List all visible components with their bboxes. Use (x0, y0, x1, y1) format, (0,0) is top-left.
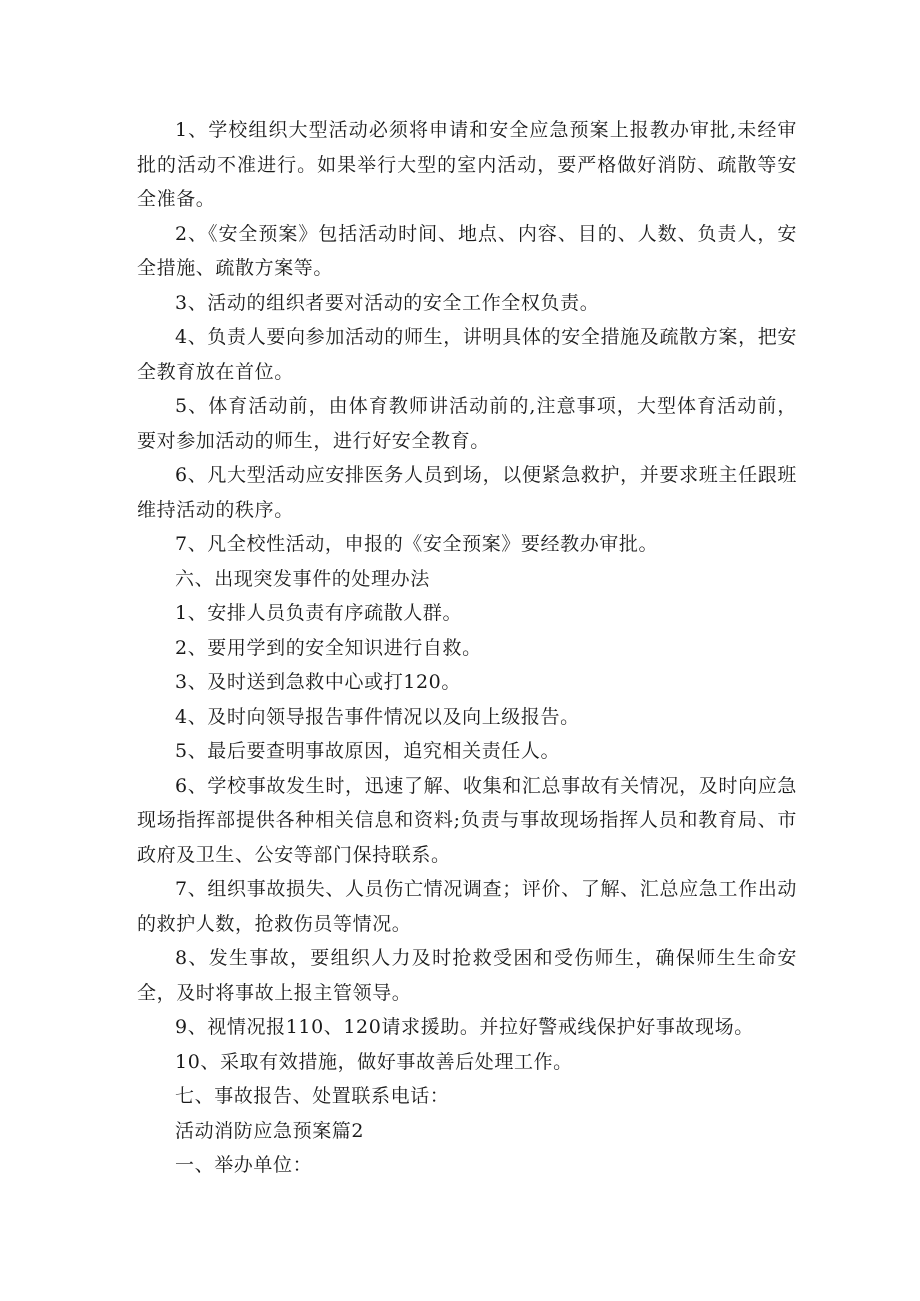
paragraph: 2、《安全预案》包括活动时间、地点、内容、目的、人数、负责人，安全措施、疏散方案等。 (137, 222, 797, 279)
paragraph: 6、学校事故发生时，迅速了解、收集和汇总事故有关情况，及时向应急现场指挥部提供各种相关信息和资料;负责与事故现场指挥人员和教育局、市政府及卫生、公安等部门保持联系。 (137, 774, 797, 866)
paragraph: 5、最后要查明事故原因，追究相关责任人。 (175, 740, 561, 762)
paragraph: 2、要用学到的安全知识进行自救。 (175, 636, 482, 659)
paragraph: 8、发生事故，要组织人力及时抢救受困和受伤师生，确保师生生命安全，及时将事故上报主管领导。 (137, 947, 797, 1004)
section-heading: 一、举办单位： (175, 1154, 313, 1176)
section-heading: 七、事故报告、处置联系电话： (175, 1085, 450, 1107)
paragraph: 4、负责人要向参加活动的师生，讲明具体的安全措施及疏散方案，把安全教育放在首位。 (137, 326, 797, 383)
paragraph: 10、采取有效措施，做好事故善后处理工作。 (175, 1050, 573, 1073)
paragraph: 4、及时向领导报告事件情况以及向上级报告。 (175, 705, 580, 728)
paragraph: 3、活动的组织者要对活动的安全工作全权负责。 (175, 291, 600, 314)
document-body (137, 113, 797, 1183)
paragraph: 1、学校组织大型活动必须将申请和安全应急预案上报教办审批,未经审批的活动不准进行。如果举行大型的室内活动，要严格做好消防、疏散等安全准备。 (137, 119, 797, 210)
paragraph: 5、体育活动前，由体育教师讲活动前的,注意事项，大型体育活动前，要对参加活动的师生，进行好安全教育。 (137, 395, 797, 452)
paragraph: 9、视情况报110、120请求援助。并拉好警戒线保护好事故现场。 (175, 1016, 754, 1038)
section-heading: 六、出现突发事件的处理办法 (175, 567, 430, 590)
paragraph: 6、凡大型活动应安排医务人员到场，以便紧急救护，并要求班主任跟班维持活动的秩序。 (137, 464, 797, 521)
paragraph: 7、凡全校性活动，申报的《安全预案》要经教办审批。 (175, 533, 659, 555)
paragraph: 1、安排人员负责有序疏散人群。 (175, 602, 463, 624)
paragraph: 7、组织事故损失、人员伤亡情况调查；评价、了解、汇总应急工作出动的救护人数，抢救伤员等情况。 (137, 878, 797, 935)
document-title: 活动消防应急预案篇2 (175, 1119, 365, 1142)
paragraph: 3、及时送到急救中心或打120。 (175, 671, 461, 693)
